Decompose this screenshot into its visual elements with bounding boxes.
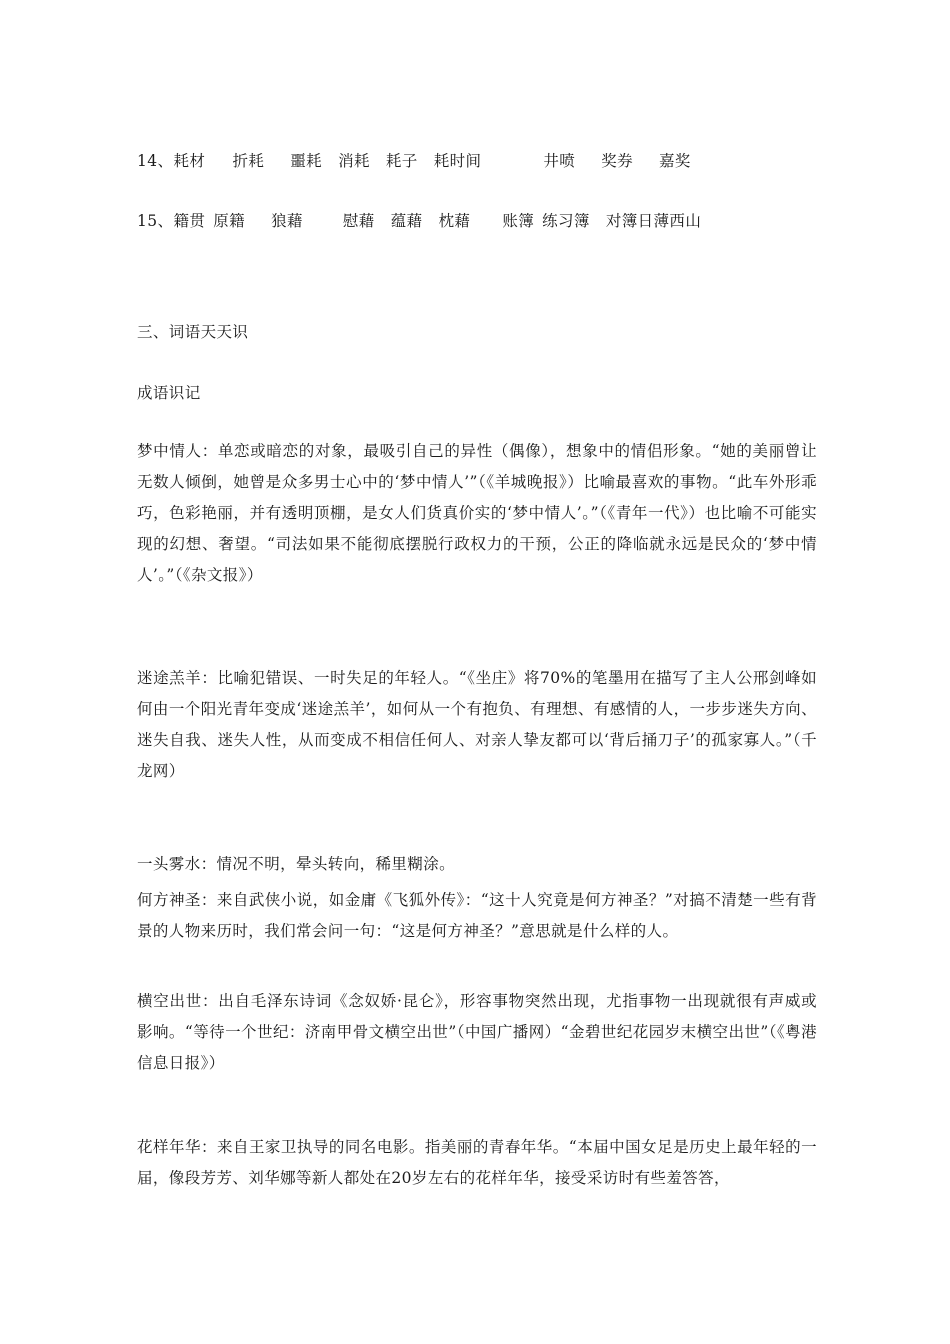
word: 练习簿 — [542, 212, 590, 230]
idiom-entry-yitou: 一头雾水：情况不明，晕头转向，稀里糊涂。 — [137, 855, 456, 873]
word: 奖券 — [601, 152, 634, 170]
word: 原籍 — [213, 212, 246, 230]
word: 枕藉 — [438, 212, 471, 230]
idiom-entry-mengzhong: 梦中情人：单恋或暗恋的对象，最吸引自己的异性（偶像），想象中的情侣形象。“她的美丽曾让无数人倾倒，她曾是众多男士心中的‘梦中情人’”（《羊城晚报》）比喻最喜欢的事物。“此车外形乖巧，色彩艳丽，并有透明顶棚，是女人们货真价实的‘梦中情人’。”（《青年一代》）也比喻不可能实现的幻想、奢望。“司法如果不能彻底摆脱行政权力的干预，公正的降临就永远是民众的‘梦中情人’。”（《杂文报》） — [137, 442, 817, 584]
word: 慰藉 — [342, 212, 375, 230]
word: 折耗 — [232, 152, 265, 170]
section-subheading: 成语识记 — [137, 384, 201, 402]
word: 蕴藉 — [390, 212, 423, 230]
idiom-entry-hengkong: 横空出世：出自毛泽东诗词《念奴娇·昆仑》，形容事物突然出现，尤指事物一出现就很有声威或影响。“等待一个世纪：济南甲骨文横空出世”（中国广播网）“金碧世纪花园岁末横空出世”（《粤港信息日报》） — [137, 992, 817, 1072]
word-line-15 — [137, 209, 817, 233]
word: 消耗 — [338, 152, 370, 170]
word: 籍贯 — [173, 212, 206, 230]
line-number: 15、 — [137, 212, 174, 230]
word: 井喷 — [543, 152, 576, 170]
section-heading: 三、词语天天识 — [137, 323, 249, 341]
word: 对簿日薄西山 — [605, 212, 702, 230]
idiom-entry-huayang: 花样年华：来自王家卫执导的同名电影。指美丽的青春年华。“本届中国女足是历史上最年轻的一届，像段芳芳、刘华娜等新人都处在20岁左右的花样年华，接受采访时有些羞答答， — [137, 1138, 817, 1187]
word: 耗子 — [385, 152, 418, 170]
word: 账簿 — [502, 212, 535, 230]
idiom-entry-hefang: 何方神圣：来自武侠小说，如金庸《飞狐外传》：“这十人究竟是何方神圣？”对搞不清楚一些有背景的人物来历时，我们常会问一句：“这是何方神圣？”意思就是什么样的人。 — [137, 891, 817, 940]
word: 噩耗 — [290, 152, 323, 170]
idiom-entry-mitu: 迷途羔羊：比喻犯错误、一时失足的年轻人。“《坐庄》将70%的笔墨用在描写了主人公邢剑峰如何由一个阳光青年变成‘迷途羔羊’，如何从一个有抱负、有理想、有感情的人，一步步迷失方向、迷失自我、迷失人性，从而变成不相信任何人、对亲人挚友都可以‘背后捅刀子’的孤家寡人。”（千龙网） — [137, 669, 817, 780]
line-number: 14、 — [137, 152, 174, 170]
word: 嘉奖 — [659, 152, 691, 170]
word: 狼藉 — [271, 212, 303, 230]
word-line-14 — [137, 149, 817, 173]
word: 耗时间 — [433, 152, 482, 170]
word: 耗材 — [173, 152, 206, 170]
